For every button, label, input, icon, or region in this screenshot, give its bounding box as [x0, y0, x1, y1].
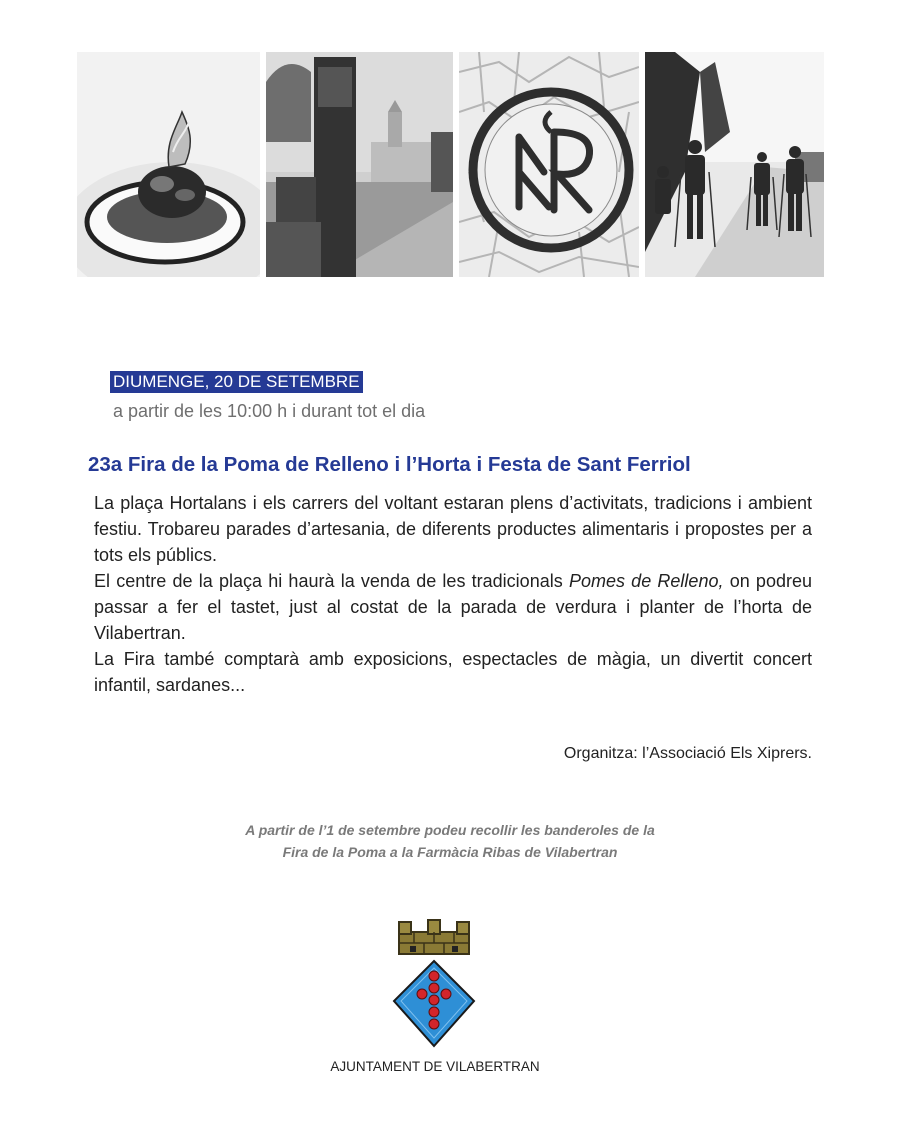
- paragraph-text: El centre de la plaça hi haurà la venda de les tradicionals: [94, 571, 569, 591]
- banner-pickup-note: [150, 819, 750, 863]
- paragraph-text: on podreu passar a fer el tastet, just al costat de la parada de verdura i planter de l’horta de Vilabertran.: [94, 571, 812, 643]
- description-paragraph: La Fira també comptarà amb exposicions, espectacles de màgia, un divertit concert infantil, sardanes...: [94, 649, 812, 695]
- event-title: 23a Fira de la Poma de Relleno i l’Horta i Festa de Sant Ferriol: [88, 453, 691, 476]
- product-name: Pomes de Relleno,: [568, 571, 724, 591]
- town-hall-name: AJUNTAMENT DE VILABERTRAN: [330, 1059, 540, 1074]
- mosaic-monogram-photo: [459, 52, 639, 277]
- plated-dish-photo: [77, 52, 260, 277]
- description-paragraph: [94, 568, 812, 646]
- event-time: a partir de les 10:00 h i durant tot el dia: [113, 401, 426, 421]
- photo-strip: [77, 52, 824, 277]
- event-date-badge: DIUMENGE, 20 DE SETEMBRE: [110, 371, 363, 393]
- note-line: Fira de la Poma a la Farmàcia Ribas de Vilabertran: [282, 844, 618, 860]
- municipal-coat-of-arms-icon: [384, 918, 484, 1053]
- organizer-credit: Organitza: l’Associació Els Xiprers.: [563, 745, 812, 762]
- event-description: [94, 490, 812, 698]
- description-paragraph: La plaça Hortalans i els carrers del voltant estaran plens d’activitats, tradicions i ambient festiu. Trobareu parades d’artesania, de diferents productes alimentaris i propostes per a tots els públics.: [94, 493, 812, 565]
- hikers-photo: [645, 52, 824, 277]
- note-line: A partir de l’1 de setembre podeu recollir les banderoles de la: [245, 822, 655, 838]
- village-square-photo: [266, 52, 453, 277]
